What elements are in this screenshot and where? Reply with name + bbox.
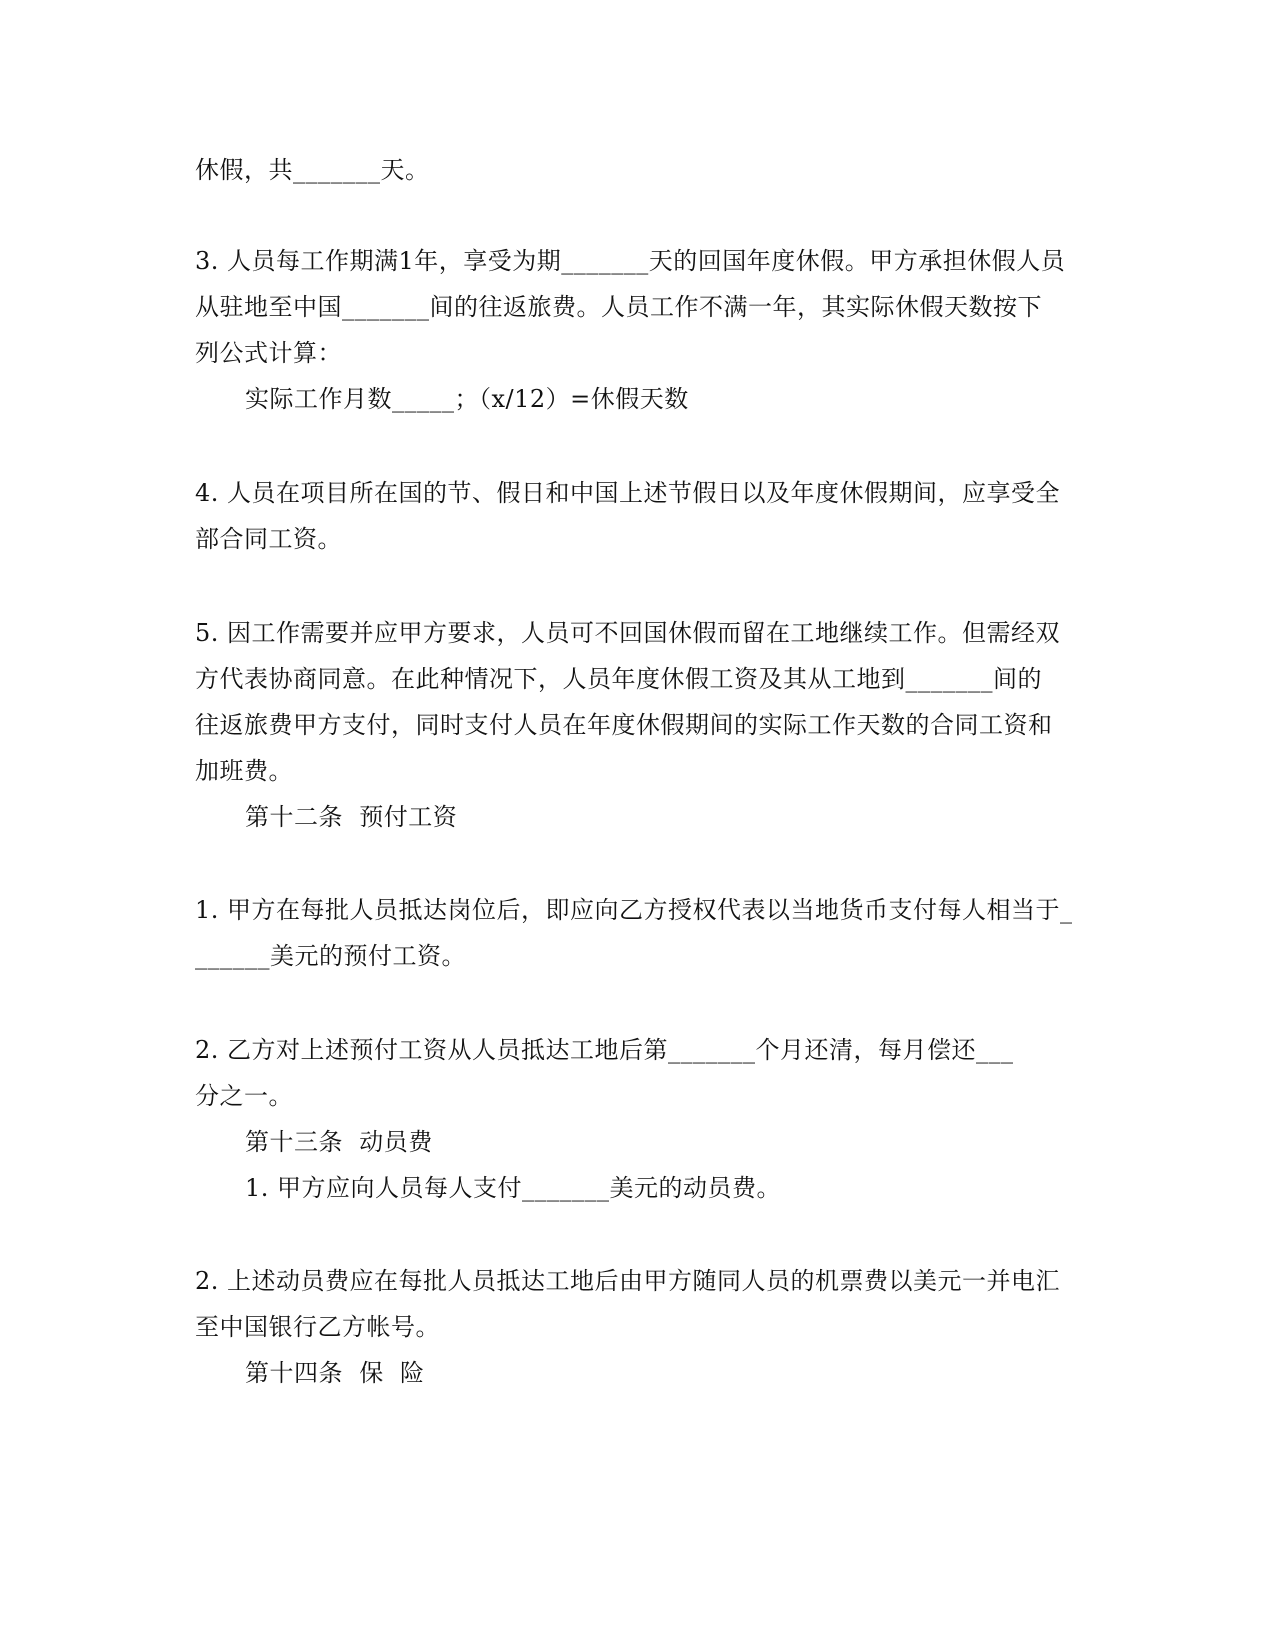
- text-line: 5. 因工作需要并应甲方要求，人员可不回国休假而留在工地继续工作。但需经双: [195, 619, 1061, 647]
- text-line: 分之一。: [195, 1082, 293, 1110]
- article-heading: 第十四条 保 险: [245, 1359, 425, 1387]
- text-line: 从驻地至中国_______间的往返旅费。人员工作不满一年，其实际休假天数按下: [195, 293, 1042, 321]
- text-line: 部合同工资。: [195, 525, 342, 553]
- text-line: 1. 甲方应向人员每人支付_______美元的动员费。: [245, 1174, 782, 1202]
- text-line: 3. 人员每工作期满1年，享受为期_______天的回国年度休假。甲方承担休假人员: [195, 247, 1066, 275]
- text-line: 4. 人员在项目所在国的节、假日和中国上述节假日以及年度休假期间，应享受全: [195, 479, 1061, 507]
- text-line: 2. 上述动员费应在每批人员抵达工地后由甲方随同人员的机票费以美元一并电汇: [195, 1267, 1061, 1295]
- article-heading: 第十三条 动员费: [245, 1128, 433, 1156]
- text-line: 列公式计算：: [195, 339, 342, 367]
- text-line: 方代表协商同意。在此种情况下，人员年度休假工资及其从工地到_______间的: [195, 665, 1042, 693]
- text-line: 休假，共_______天。: [195, 156, 430, 184]
- text-line: 加班费。: [195, 757, 293, 785]
- text-line: 往返旅费甲方支付，同时支付人员在年度休假期间的实际工作天数的合同工资和: [195, 711, 1053, 739]
- formula-line: 实际工作月数_____；（x/12）=休假天数: [245, 385, 689, 413]
- text-line: 至中国银行乙方帐号。: [195, 1313, 440, 1341]
- text-line: ______美元的预付工资。: [195, 942, 466, 970]
- text-line: 1. 甲方在每批人员抵达岗位后，即应向乙方授权代表以当地货币支付每人相当于_: [195, 896, 1073, 924]
- article-heading: 第十二条 预付工资: [245, 803, 458, 831]
- text-line: 2. 乙方对上述预付工资从人员抵达工地后第_______个月还清，每月偿还___: [195, 1036, 1014, 1064]
